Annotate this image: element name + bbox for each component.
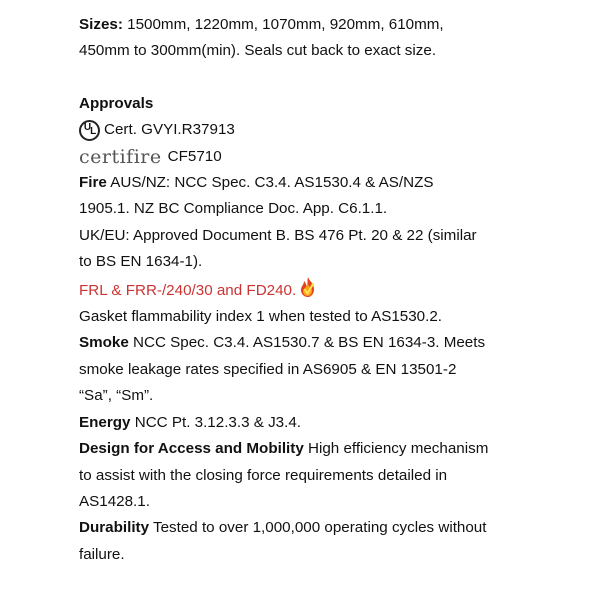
smoke-line-3: “Sa”, “Sm”.	[79, 387, 154, 405]
fire-line-3: UK/EU: Approved Document B. BS 476 Pt. 20 & 22 (similar	[79, 226, 477, 244]
certifire-cert-text: CF5710	[167, 147, 222, 165]
durability-line-1	[79, 515, 539, 541]
sizes-line-1	[79, 12, 539, 38]
ul-cert-text: Cert. GVYI.R37913	[104, 121, 235, 139]
ul-logo-l: L	[90, 126, 96, 138]
spacer	[79, 65, 539, 91]
access-text-1: High efficiency mechanism	[303, 440, 489, 458]
fire-line-2: 1905.1. NZ BC Compliance Doc. App. C6.1.1.	[79, 200, 388, 218]
sizes-label: Sizes:	[79, 16, 123, 33]
fire-text-1: AUS/NZ: NCC Spec. C3.4. AS1530.4 & AS/NZS	[106, 174, 434, 192]
ul-cert-row	[79, 117, 539, 143]
fire-label: Fire	[79, 174, 107, 192]
energy-text: NCC Pt. 3.12.3.3 & J3.4.	[130, 413, 302, 431]
smoke-line-1	[79, 330, 539, 356]
sizes-line-2: 450mm to 300mm(min). Seals cut back to exact size.	[79, 42, 437, 60]
ul-logo-u: U	[83, 122, 91, 134]
access-line-3: AS1428.1.	[79, 492, 150, 510]
durability-text-1: Tested to over 1,000,000 operating cycles without	[149, 519, 487, 537]
certifire-logo: certifire	[79, 146, 162, 169]
fire-line-1	[79, 170, 539, 196]
spec-document	[79, 12, 539, 568]
smoke-label: Smoke	[79, 334, 129, 352]
durability-label: Durability	[79, 519, 150, 537]
durability-line-2: failure.	[79, 545, 125, 563]
access-label: Design for Access and Mobility	[79, 440, 304, 458]
access-line-2: to assist with the closing force requirements detailed in	[79, 466, 448, 484]
smoke-text-1: NCC Spec. C3.4. AS1530.7 & BS EN 1634-3. Meets	[128, 334, 486, 352]
energy-line	[79, 410, 539, 436]
fire-check-icon	[299, 276, 317, 298]
smoke-line-2: smoke leakage rates specified in AS6905 & EN 13501-2	[79, 360, 457, 378]
frl-line	[79, 276, 539, 304]
gasket-line: Gasket flammability index 1 when tested to AS1530.2.	[79, 308, 443, 326]
energy-label: Energy	[79, 413, 131, 431]
approvals-heading: Approvals	[79, 94, 154, 112]
sizes-text: 1500mm, 1220mm, 1070mm, 920mm, 610mm,	[122, 16, 444, 33]
certifire-row	[79, 144, 539, 170]
frl-text: FRL & FRR-/240/30 and FD240.	[79, 281, 297, 299]
fire-line-4: to BS EN 1634-1).	[79, 253, 203, 271]
ul-logo-icon	[79, 120, 100, 141]
access-line-1	[79, 436, 539, 462]
